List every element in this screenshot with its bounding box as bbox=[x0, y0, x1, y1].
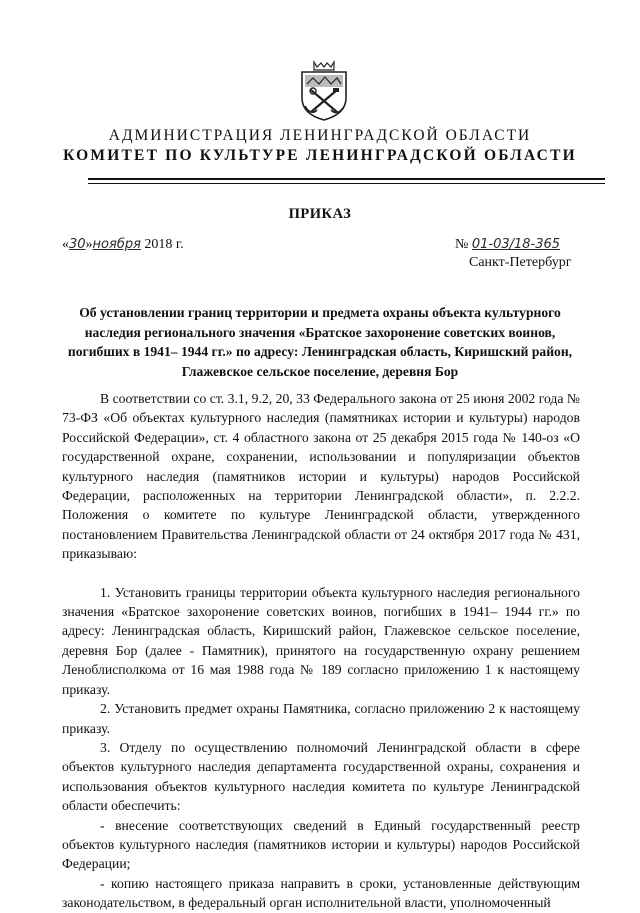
coat-of-arms-icon bbox=[297, 60, 351, 122]
date-year: 2018 г. bbox=[144, 237, 184, 252]
number-value: 01-03/18-365 bbox=[471, 237, 561, 252]
header-rule-thin bbox=[88, 183, 605, 184]
spacer bbox=[62, 564, 580, 583]
document-city: Санкт-Петербург bbox=[469, 255, 572, 270]
date-quote-close: » bbox=[85, 237, 93, 252]
header-rule-thick bbox=[88, 178, 605, 180]
document-body bbox=[62, 389, 580, 913]
date-quote-open: « bbox=[62, 237, 69, 252]
preamble-paragraph: В соответствии со ст. 3.1, 9.2, 20, 33 Федерального закона от 25 июня 2002 года № 73-ФЗ «Об объектах культурного наследия (памятниках истории и культуры) народов Российской Федерации», ст. 4 областного закона от 25 декабря 2015 года № 140-оз «О государственной охране, сохранении, использовании и популяризации объектов культурного наследия (памятников истории и культуры) народов Российской Федерации, расположенных на территории Ленинградской области», п. 2.2.2. Положения о комитете по культуре Ленинградской области, утвержденного постановлением Правительства Ленинградской области от 24 октября 2017 года № 431, приказываю: bbox=[62, 391, 580, 562]
number-prefix: № bbox=[455, 237, 469, 252]
date-day: 30 bbox=[69, 237, 86, 252]
item-3-paragraph: 3. Отделу по осуществлению полномочий Ленинградской области в сфере объектов культурного наследия департамента государственной охраны, сохранения и использования объектов культурного наследия комитета по культуре Ленинградской области обеспечить: bbox=[62, 739, 580, 814]
item-2-paragraph: 2. Установить предмет охраны Памятника, согласно приложению 2 к настоящему приказу. bbox=[62, 701, 580, 736]
document-heading: ПРИКАЗ bbox=[288, 206, 352, 222]
date-month: ноября bbox=[92, 237, 141, 252]
item-3b-paragraph: - копию настоящего приказа направить в сроки, установленные действующим законодательством, в федеральный орган исполнительной власти, уполномоченный bbox=[62, 875, 580, 911]
document-date bbox=[62, 237, 184, 253]
org-line-administration: АДМИНИСТРАЦИЯ ЛЕНИНГРАДСКОЙ ОБЛАСТИ bbox=[108, 127, 532, 144]
document-title: Об установлении границ территории и предмета охраны объекта культурного наследия регионального значения «Братское захоронение советских воинов, погибших в 1941– 1944 гг.» по адресу: Ленинградская область, Киришский район, Глажевское сельское поселение, деревня Бор bbox=[67, 305, 573, 379]
document-number bbox=[455, 237, 560, 253]
item-1-paragraph: 1. Установить границы территории объекта культурного наследия регионального значения «Братское захоронение советских воинов, погибших в 1941– 1944 гг.» по адресу: Ленинградская область, Киришский район, Глажевское сельское поселение, деревня Бор (далее - Памятник), принятого на государственную охрану решением Леноблисполкома от 16 мая 1988 года № 189 согласно приложению 1 к настоящему приказу. bbox=[62, 584, 580, 697]
org-line-committee: КОМИТЕТ ПО КУЛЬТУРЕ ЛЕНИНГРАДСКОЙ ОБЛАСТИ bbox=[63, 147, 577, 164]
item-3a-paragraph: - внесение соответствующих сведений в Единый государственный реестр объектов культурного наследия (памятников истории и культуры) народов Российской Федерации; bbox=[62, 817, 580, 872]
